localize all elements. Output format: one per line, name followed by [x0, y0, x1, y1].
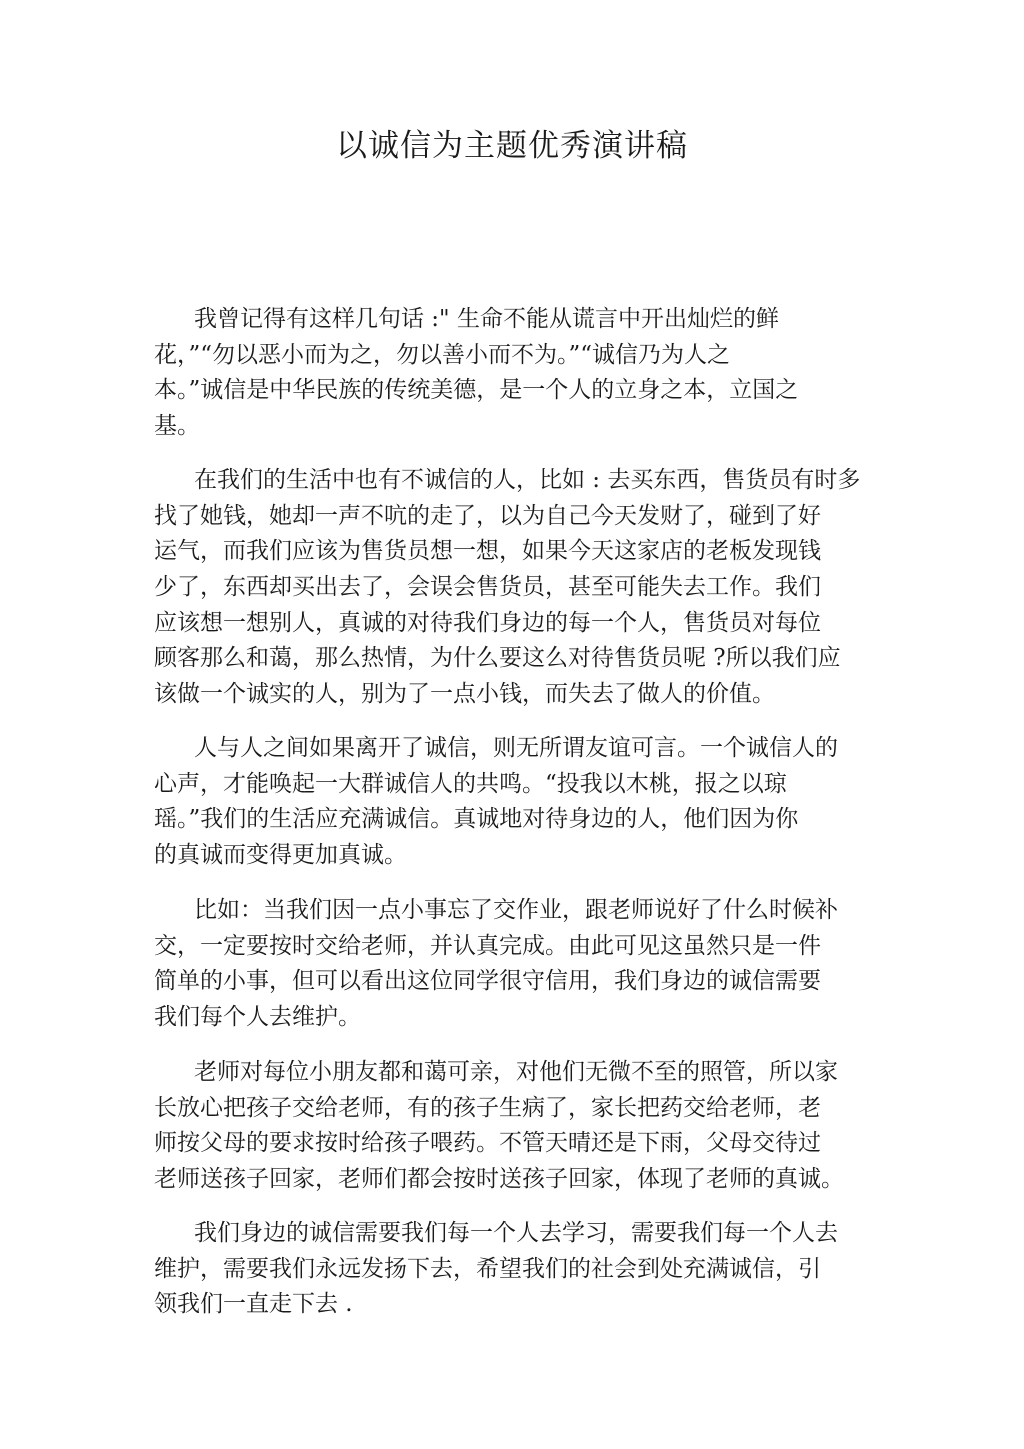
paragraph-line: 该做一个诚实的人，别为了一点小钱，而失去了做人的价值。 — [154, 681, 775, 708]
paragraph-line: 人与人之间如果离开了诚信，则无所谓友谊可言。一个诚信人的 — [194, 735, 838, 761]
paragraph-line: 在我们的生活中也有不诚信的人，比如 : 去买东西，售货员有时多 — [194, 467, 861, 493]
paragraph-line: 长放心把孩子交给老师，有的孩子生病了，家长把药交给老师，老 — [154, 1094, 821, 1121]
paragraph-line: 运气，而我们应该为售货员想一想，如果今天这家店的老板发现钱 — [154, 538, 821, 565]
paragraph-line: 领我们一直走下去 . — [154, 1291, 353, 1318]
paragraph-line: 老师送孩子回家，老师们都会按时送孩子回家，体现了老师的真诚。 — [154, 1166, 844, 1193]
paragraph-line: 交，一定要按时交给老师，并认真完成。由此可见这虽然只是一件 — [154, 932, 821, 959]
paragraph-1 — [154, 302, 874, 445]
paragraph-line: 花，”“勿以恶小而为之，勿以善小而不为。”“诚信乃为人之 — [154, 341, 731, 368]
paragraph-line: 本。”诚信是中华民族的传统美德，是一个人的立身之本，立国之 — [154, 377, 799, 404]
paragraph-line: 顾客那么和蔼，那么热情，为什么要这么对待售货员呢 ?所以我们应 — [154, 645, 841, 672]
paragraph-line: 我们每个人去维护。 — [154, 1004, 361, 1031]
paragraph-line: 瑶。”我们的生活应充满诚信。真诚地对待身边的人，他们因为你 — [154, 806, 799, 833]
paragraph-line: 应该想一想别人，真诚的对待我们身边的每一个人，售货员对每位 — [154, 609, 821, 636]
paragraph-line: 心声，才能唤起一大群诚信人的共鸣。“投我以木桃，报之以琼 — [154, 770, 787, 797]
paragraph-6 — [154, 1216, 874, 1323]
paragraph-line: 简单的小事，但可以看出这位同学很守信用，我们身边的诚信需要 — [154, 968, 821, 995]
paragraph-line: 比如：当我们因一点小事忘了交作业，跟老师说好了什么时候补 — [194, 897, 838, 923]
paragraph-4 — [154, 893, 874, 1036]
paragraph-line: 基。 — [154, 413, 200, 440]
paragraph-5 — [154, 1055, 874, 1198]
paragraph-line: 我曾记得有这样几句话 :" 生命不能从谎言中开出灿烂的鲜 — [194, 306, 779, 332]
paragraph-line: 的真诚而变得更加真诚。 — [154, 842, 407, 869]
paragraph-line: 我们身边的诚信需要我们每一个人去学习，需要我们每一个人去 — [194, 1220, 838, 1246]
paragraph-line: 师按父母的要求按时给孩子喂药。不管天晴还是下雨，父母交待过 — [154, 1130, 821, 1157]
paragraph-line: 找了她钱，她却一声不吭的走了，以为自己今天发财了，碰到了好 — [154, 502, 821, 529]
paragraph-line: 维护，需要我们永远发扬下去，希望我们的社会到处充满诚信，引 — [154, 1255, 821, 1282]
paragraph-3 — [154, 731, 874, 874]
document-title: 以诚信为主题优秀演讲稿 — [336, 128, 688, 164]
paragraph-line: 老师对每位小朋友都和蔼可亲，对他们无微不至的照管，所以家 — [194, 1059, 838, 1085]
paragraph-line: 少了，东西却买出去了，会误会售货员，甚至可能失去工作。我们 — [154, 574, 821, 601]
paragraph-2 — [154, 463, 874, 713]
